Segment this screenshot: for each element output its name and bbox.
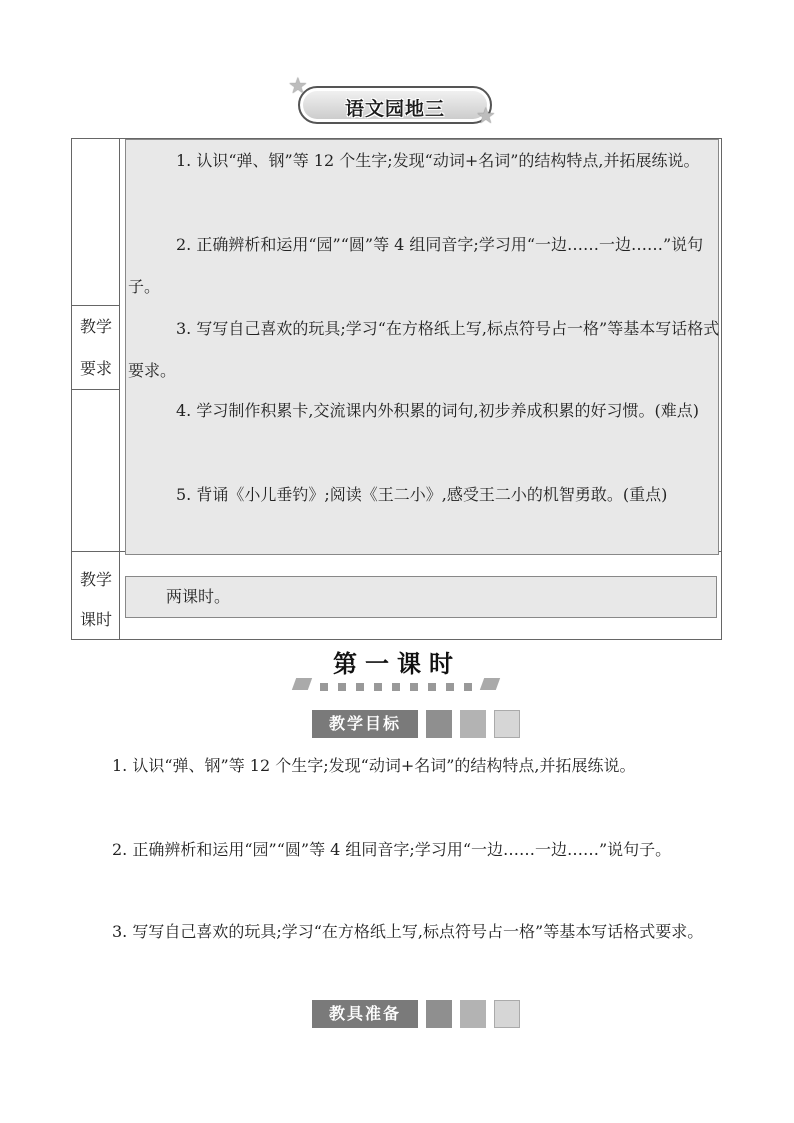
header-block	[426, 1000, 452, 1028]
objectives-header-label: 教学目标	[312, 710, 418, 738]
label-column	[72, 139, 120, 639]
title-dots-decoration	[294, 678, 500, 694]
dot	[374, 683, 382, 691]
objective-item-2: 2. 正确辨析和运用“园”“圆”等 4 组同音字;学习用“一边……一边……”说句子。	[112, 840, 672, 859]
requirements-label-line2: 要求	[79, 359, 112, 378]
requirement-item-1: 1. 认识“弹、钢”等 12 个生字;发现“动词+名词”的结构特点,并拓展练说。	[176, 151, 700, 170]
lesson-time-box: 两课时。	[125, 576, 717, 618]
dot	[446, 683, 454, 691]
star-icon: ★	[288, 74, 308, 99]
time-label-line2: 课时	[79, 610, 112, 629]
header-block	[494, 1000, 520, 1028]
objective-item-1: 1. 认识“弹、钢”等 12 个生字;发现“动词+名词”的结构特点,并拓展练说。	[112, 756, 636, 775]
requirement-item-5: 5. 背诵《小儿垂钓》;阅读《王二小》,感受王二小的机智勇敢。(重点)	[176, 485, 668, 504]
requirement-item-4: 4. 学习制作积累卡,交流课内外积累的词句,初步养成积累的好习惯。(难点)	[176, 401, 700, 420]
time-label-line1: 教学	[79, 570, 112, 589]
dot	[410, 683, 418, 691]
requirement-item-2: 2. 正确辨析和运用“园”“圆”等 4 组同音字;学习用“一边……一边……”说句子。	[128, 235, 704, 296]
header-block	[426, 710, 452, 738]
dot	[320, 683, 328, 691]
dots-end-right	[480, 678, 500, 690]
header-block	[460, 710, 486, 738]
unit-banner	[288, 74, 496, 129]
teaching-info-table	[71, 138, 722, 640]
dot	[428, 683, 436, 691]
header-block	[460, 1000, 486, 1028]
tools-header-label: 教具准备	[312, 1000, 418, 1028]
requirements-box	[125, 139, 719, 555]
header-block	[494, 710, 520, 738]
dot	[464, 683, 472, 691]
dot	[338, 683, 346, 691]
lesson-title: 第一课时	[333, 650, 461, 678]
dot	[356, 683, 364, 691]
dots-end-left	[292, 678, 312, 690]
requirements-label-line1: 教学	[79, 317, 112, 336]
requirement-item-3: 3. 写写自己喜欢的玩具;学习“在方格纸上写,标点符号占一格”等基本写话格式要求。	[128, 319, 720, 380]
star-icon: ★	[476, 104, 496, 129]
objective-item-3: 3. 写写自己喜欢的玩具;学习“在方格纸上写,标点符号占一格”等基本写话格式要求。	[112, 922, 704, 941]
dot	[392, 683, 400, 691]
banner-title: 语文园地三	[344, 98, 445, 120]
